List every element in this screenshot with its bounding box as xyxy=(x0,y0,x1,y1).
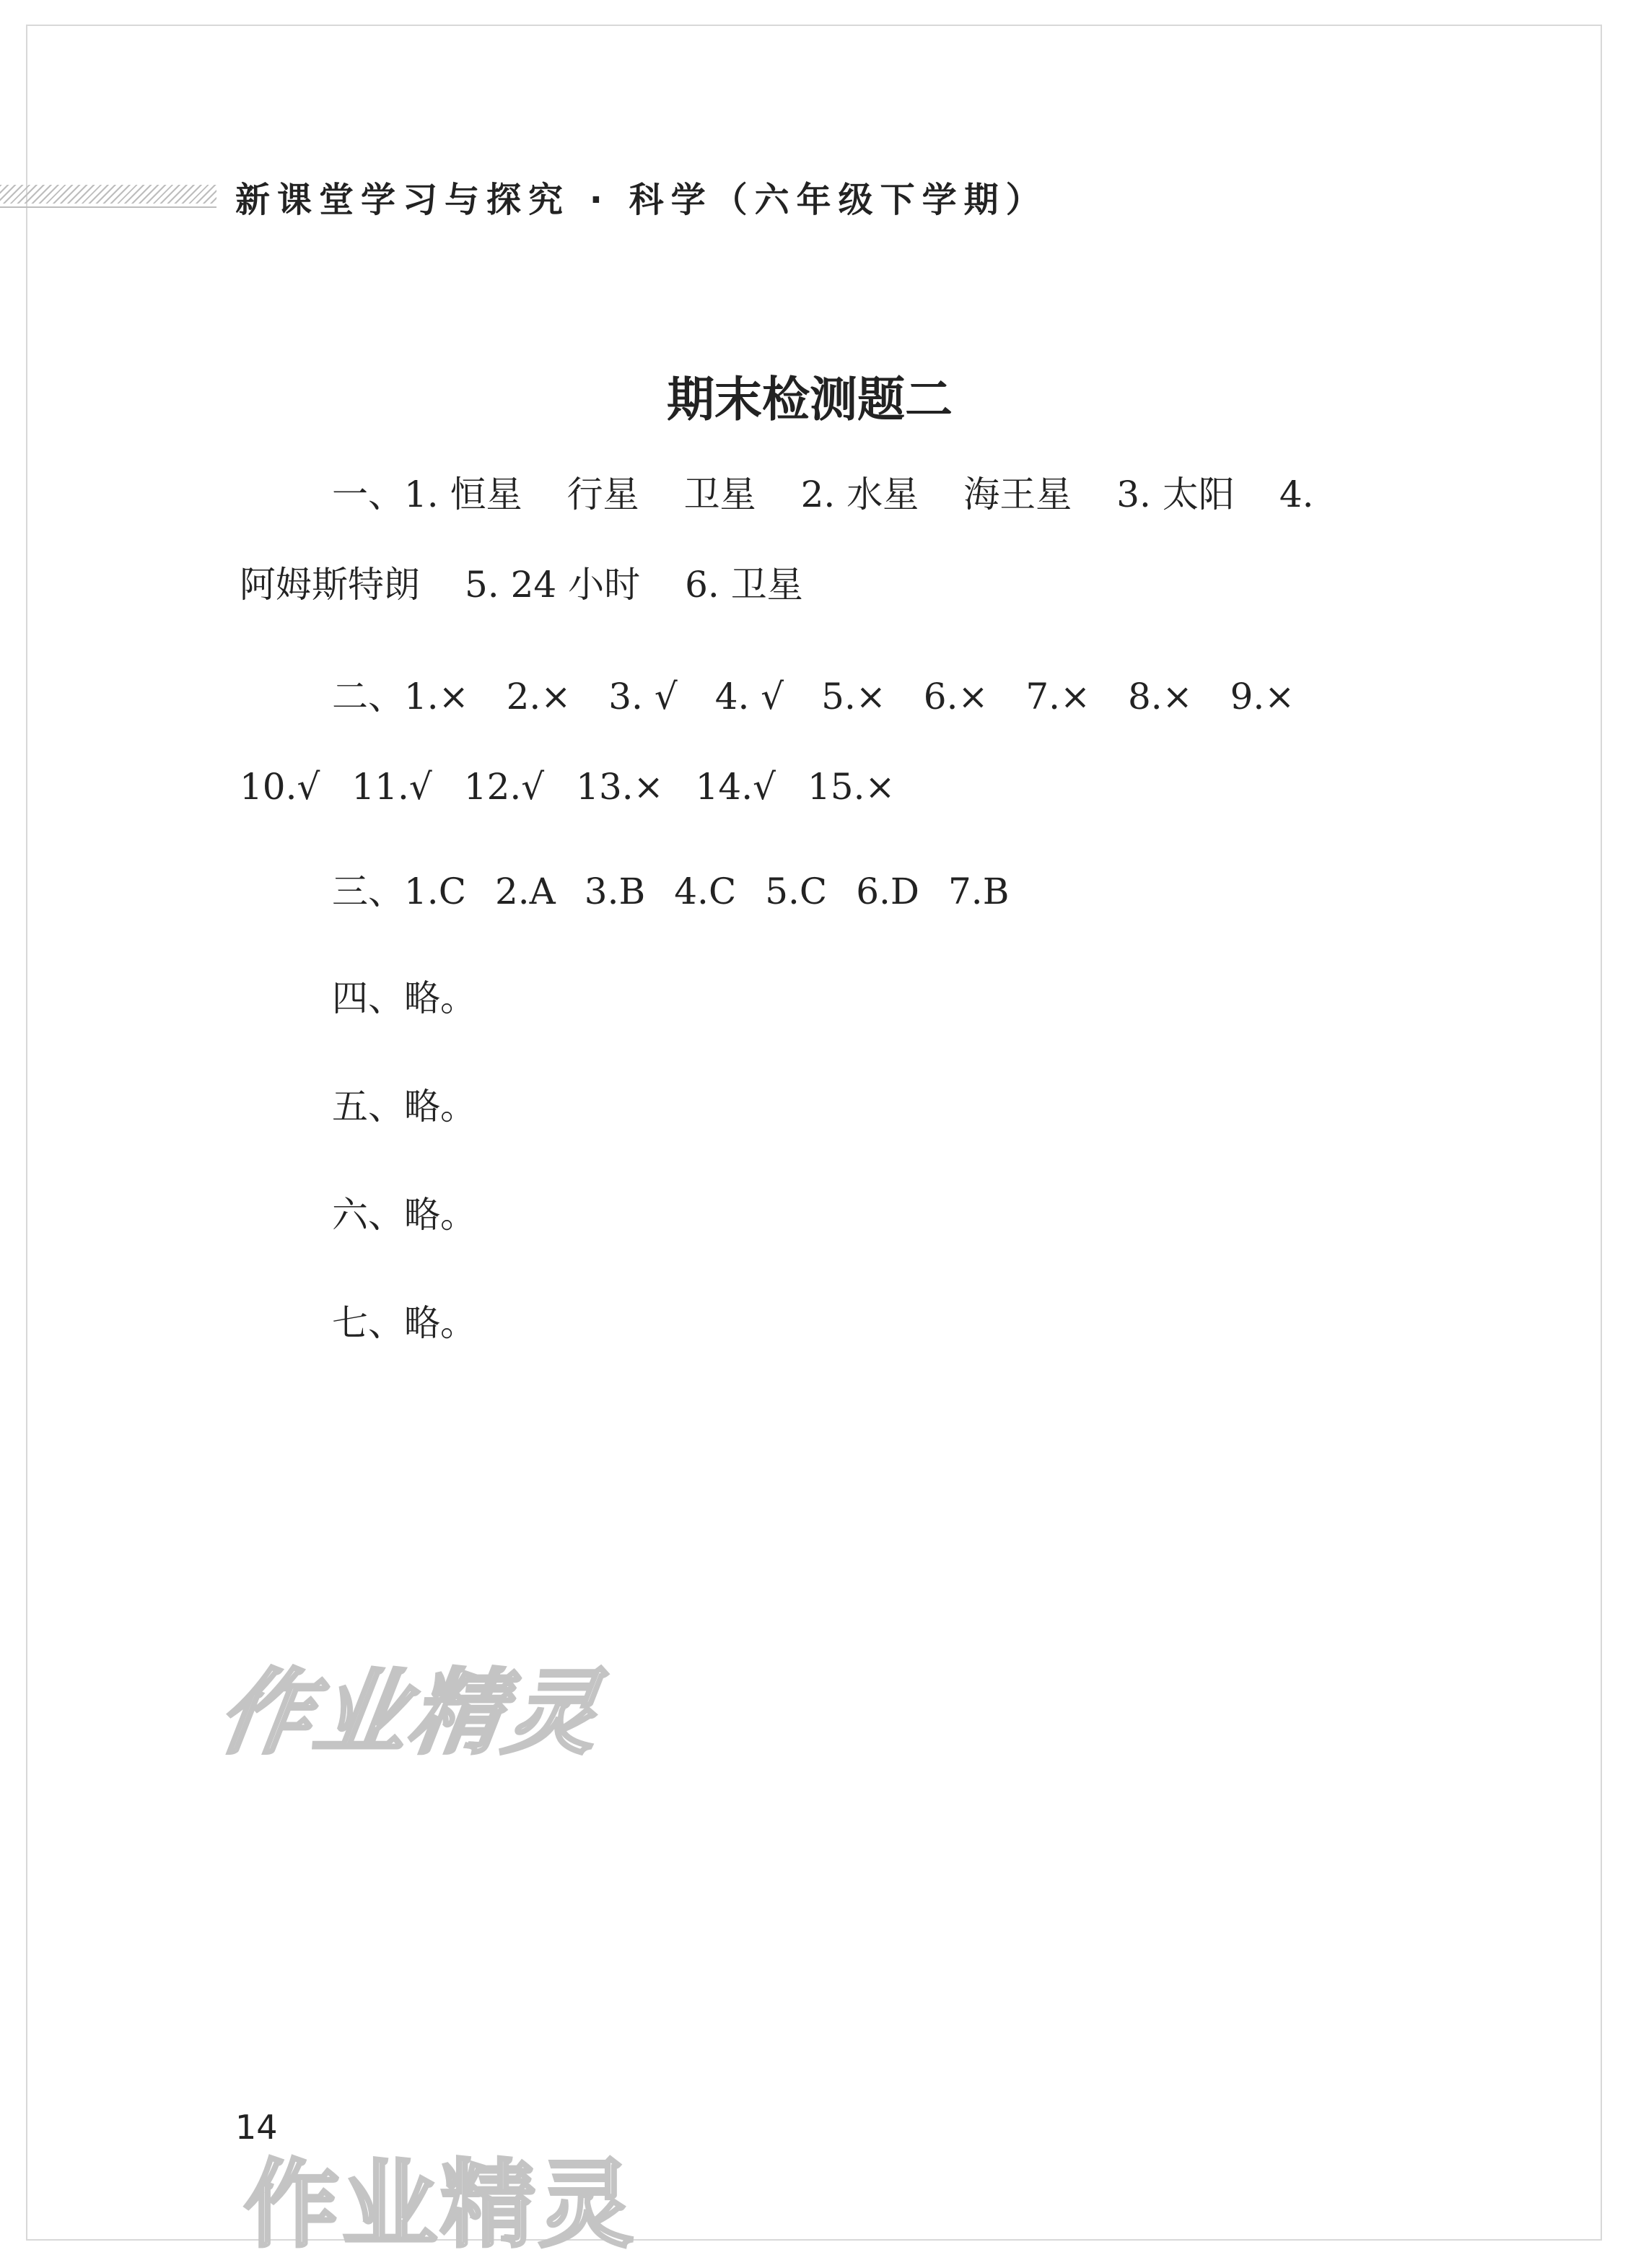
section-3-line-1 xyxy=(332,873,1009,910)
answer-item: 3. 太阳 xyxy=(1116,474,1235,515)
section-5: 五、略。 xyxy=(332,1086,476,1128)
answer-item: 9.× xyxy=(1230,676,1295,718)
answer-item: 4.C xyxy=(674,871,737,912)
answer-item: 5. 24 小时 xyxy=(465,564,641,606)
answer-item: 7.× xyxy=(1025,676,1090,718)
answer-item: 2.× xyxy=(506,676,572,718)
section-2-line-1 xyxy=(332,676,1295,718)
answer-item: 12.√ xyxy=(463,766,545,808)
answer-item: 5.× xyxy=(821,676,886,718)
answer-item: 卫星 xyxy=(683,474,756,515)
answer-item: 14.√ xyxy=(695,766,776,808)
answer-item: 4. xyxy=(1279,474,1314,515)
answer-item: 6.× xyxy=(923,676,989,718)
answer-item: 7.B xyxy=(948,871,1010,912)
answer-item: 三、1.C xyxy=(332,871,466,912)
section-1-line-2 xyxy=(240,564,803,606)
watermark-logo: 作业精灵 xyxy=(211,1659,608,1767)
answer-item: 海王星 xyxy=(963,474,1072,515)
book-title: 新课堂学习与探究 · 科学（六年级下学期） xyxy=(235,180,1048,220)
section-2-line-2 xyxy=(240,766,896,808)
page-frame xyxy=(26,25,1602,2241)
page-number: 14 xyxy=(235,2108,278,2147)
answer-item: 6. 卫星 xyxy=(685,564,803,606)
answer-item: 4. √ xyxy=(714,676,784,718)
answer-item: 二、1.× xyxy=(332,676,469,718)
section-1-line-1 xyxy=(332,476,1314,513)
header-rule xyxy=(0,206,216,208)
answer-item: 10.√ xyxy=(240,766,320,808)
answer-item: 5.C xyxy=(765,871,828,912)
answer-item: 一、1. 恒星 xyxy=(332,474,522,515)
section-6: 六、略。 xyxy=(332,1194,476,1236)
answer-item: 11.√ xyxy=(351,766,432,808)
watermark-logo-bottom: 作业精灵 xyxy=(244,2150,636,2261)
answer-item: 2. 水星 xyxy=(800,474,919,515)
page-title-text: 期末检测题二 xyxy=(667,372,953,427)
answer-item: 13.× xyxy=(576,766,664,808)
answer-item: 行星 xyxy=(566,474,639,515)
answer-item: 阿姆斯特朗 xyxy=(240,564,420,606)
section-7: 七、略。 xyxy=(332,1302,476,1344)
header-hatch-decoration xyxy=(0,185,216,204)
answer-item: 15.× xyxy=(807,766,896,808)
answer-item: 6.D xyxy=(856,871,919,912)
page-title xyxy=(0,361,1628,429)
answer-item: 3. √ xyxy=(608,676,678,718)
section-4: 四、略。 xyxy=(332,977,476,1019)
answer-item: 2.A xyxy=(494,871,556,912)
answer-item: 3.B xyxy=(584,871,646,912)
answer-item: 8.× xyxy=(1127,676,1193,718)
